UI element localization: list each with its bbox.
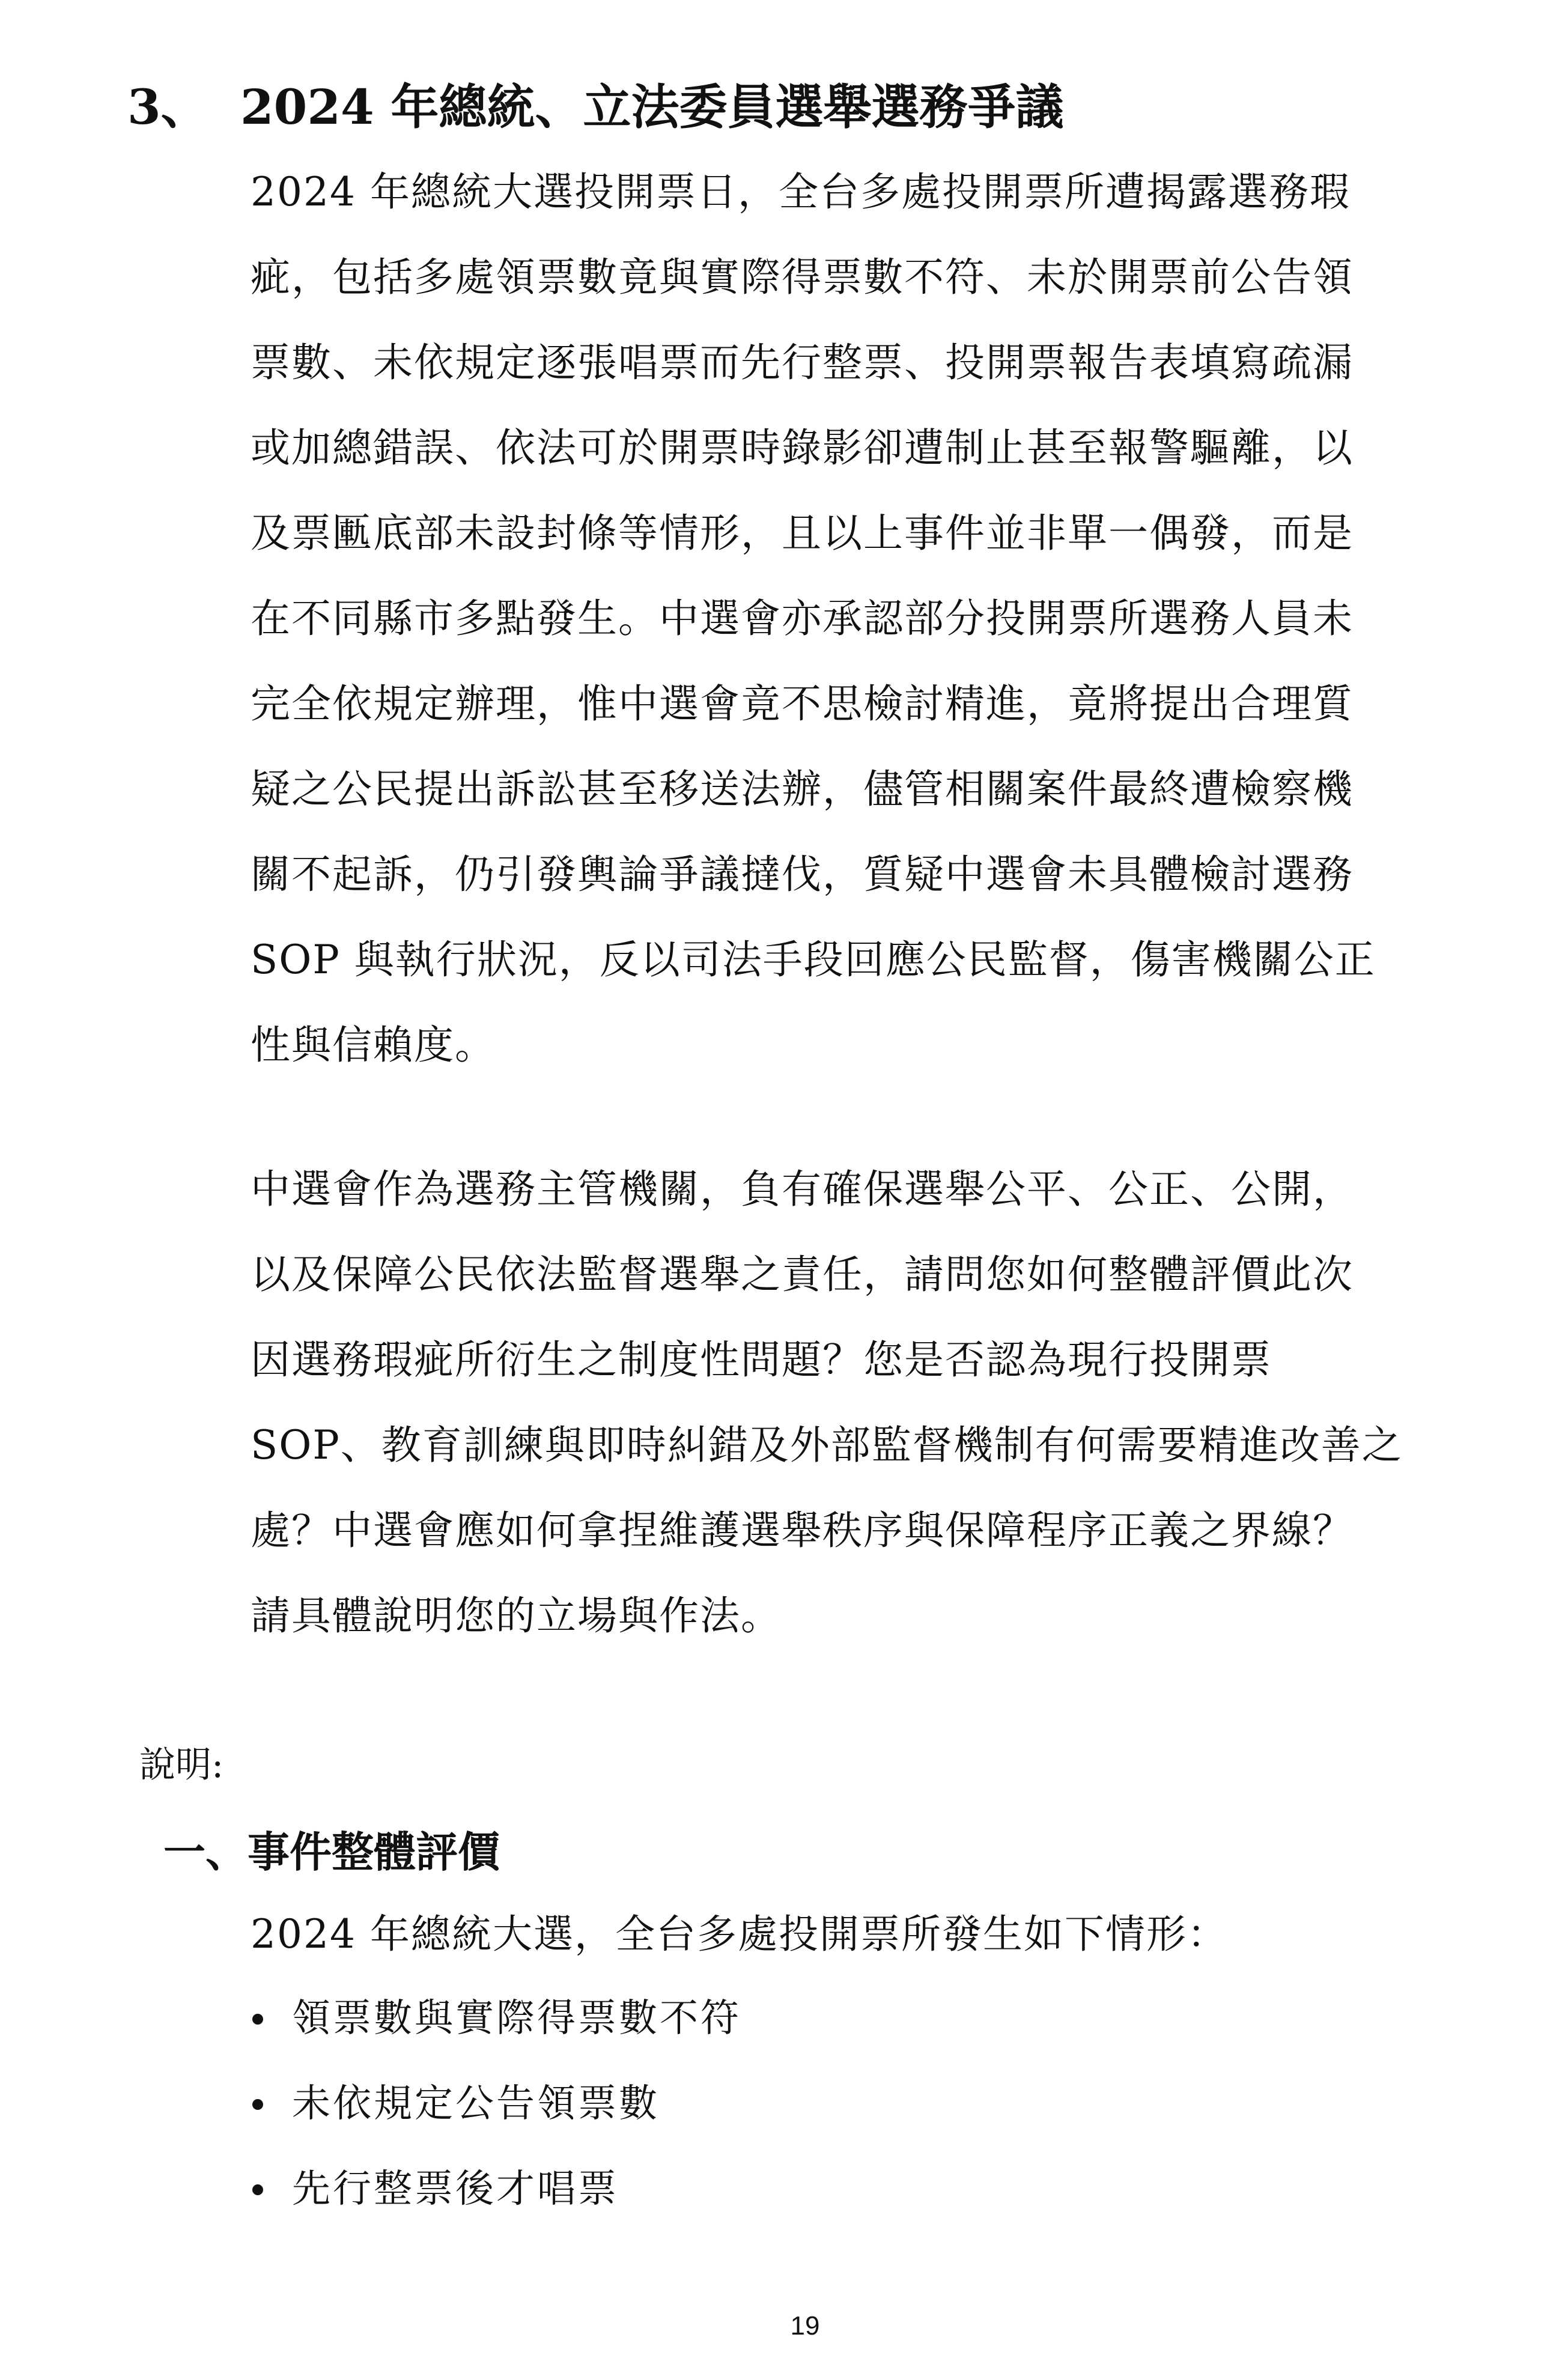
section-intro: 2024 年總統大選，全台多處投開票所發生如下情形：	[251, 1911, 1228, 1957]
paragraph-line: 性與信賴度。	[251, 1022, 496, 1068]
list-item-text: 先行整票後才唱票	[292, 2167, 619, 2211]
paragraph-line: 完全依規定辦理，惟中選會竟不思檢討精進，竟將提出合理質	[251, 681, 1354, 727]
list-item-text: 未依規定公告領票數	[292, 2082, 660, 2126]
question-title: 2024 年總統、立法委員選舉選務爭議	[240, 79, 1064, 135]
paragraph-line: 因選務瑕疵所衍生之制度性問題？您是否認為現行投開票	[251, 1337, 1272, 1383]
paragraph-line: SOP 與執行狀況，反以司法手段回應公民監督，傷害機關公正	[251, 937, 1376, 983]
paragraph-line: 2024 年總統大選投開票日，全台多處投開票所遭揭露選務瑕	[251, 169, 1351, 215]
paragraph-line: SOP、教育訓練與即時糾錯及外部監督機制有何需要精進改善之	[251, 1422, 1403, 1468]
paragraph-line: 票數、未依規定逐張唱票而先行整票、投開票報告表填寫疏漏	[251, 339, 1354, 386]
list-item	[252, 1989, 741, 2049]
list-item	[252, 2159, 619, 2219]
note-label: 說明:	[139, 1744, 224, 1786]
bullet-icon	[252, 2099, 263, 2110]
paragraph-line: 疑之公民提出訴訟甚至移送法辦，儘管相關案件最終遭檢察機	[251, 766, 1354, 812]
paragraph-line: 疵，包括多處領票數竟與實際得票數不符、未於開票前公告領	[251, 254, 1354, 300]
section-heading: 一、事件整體評價	[163, 1827, 500, 1877]
paragraph-line: 或加總錯誤、依法可於開票時錄影卻遭制止甚至報警驅離，以	[251, 425, 1354, 471]
question-number: 3、	[127, 79, 209, 135]
bullet-icon	[252, 2184, 263, 2195]
paragraph-line: 以及保障公民依法監督選舉之責任，請問您如何整體評價此次	[251, 1251, 1354, 1298]
paragraph-line: 關不起訴，仍引發輿論爭議撻伐，質疑中選會未具體檢討選務	[251, 851, 1354, 898]
list-item	[252, 2074, 660, 2134]
paragraph-line: 及票匭底部未設封條等情形，且以上事件並非單一偶發，而是	[251, 510, 1354, 556]
paragraph-line: 請具體說明您的立場與作法。	[251, 1593, 782, 1639]
paragraph-line: 在不同縣市多點發生。中選會亦承認部分投開票所選務人員未	[251, 595, 1354, 642]
paragraph-line: 中選會作為選務主管機關，負有確保選舉公平、公正、公開，	[251, 1166, 1354, 1212]
page-number: 19	[790, 2311, 820, 2341]
paragraph-line: 處？中選會應如何拿捏維護選舉秩序與保障程序正義之界線？	[251, 1507, 1354, 1554]
bullet-icon	[252, 2014, 263, 2025]
question-heading	[127, 71, 1064, 143]
list-item-text: 領票數與實際得票數不符	[292, 1996, 741, 2041]
